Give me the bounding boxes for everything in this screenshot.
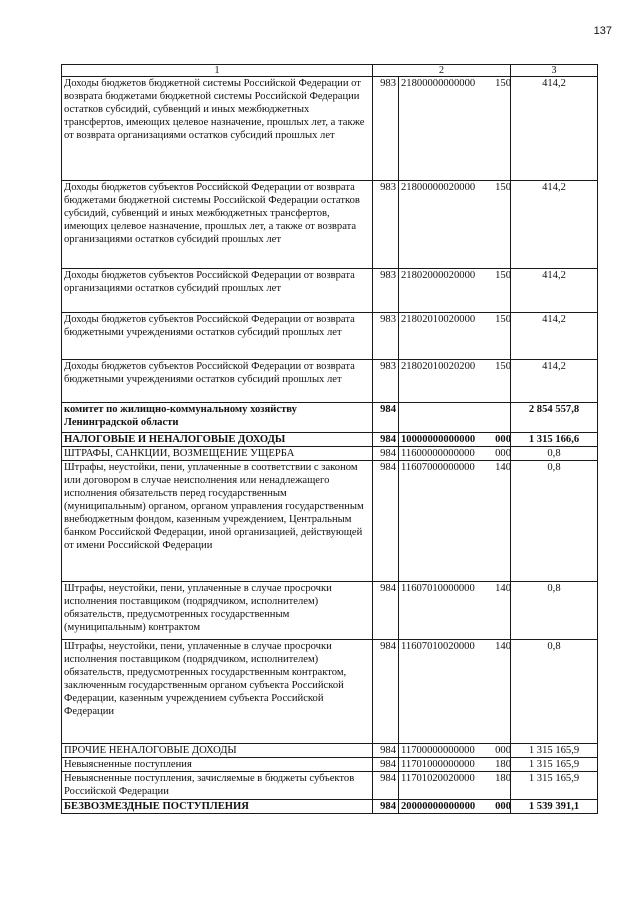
row-kbk-code: 11701020020000: [401, 773, 475, 784]
row-kbk-subcode: 180: [495, 773, 511, 784]
row-kbk-code: 11600000000000: [401, 448, 475, 459]
row-kbk-subcode: 000: [495, 434, 511, 445]
row-amount: 0,8: [511, 461, 598, 582]
row-kbk-code: 11700000000000: [401, 745, 475, 756]
row-amount: 1 315 165,9: [511, 758, 598, 772]
row-kbk: [399, 772, 511, 800]
row-kbk-code: 21800000000000: [401, 78, 476, 89]
table-row: [62, 744, 598, 758]
header-col-2: 2: [373, 65, 511, 77]
row-admin-code: 983: [373, 181, 399, 269]
row-admin-code: 983: [373, 313, 399, 360]
row-kbk: [399, 582, 511, 640]
row-admin-code: 984: [373, 800, 399, 814]
row-name: Штрафы, неустойки, пени, уплаченные в случае просрочки исполнения поставщиком (подрядчиком, исполнителем) обязательств, предусмотренных государственным (муниципальным) контрактом: [62, 582, 373, 640]
row-amount: 414,2: [511, 313, 598, 360]
row-amount: 1 315 165,9: [511, 772, 598, 800]
row-kbk: [399, 360, 511, 403]
row-kbk: [399, 313, 511, 360]
row-admin-code: 984: [373, 640, 399, 744]
row-kbk-code: 11607010020000: [401, 641, 475, 652]
table-row: [62, 800, 598, 814]
table-row: [62, 269, 598, 313]
table-row: [62, 313, 598, 360]
row-admin-code: 983: [373, 360, 399, 403]
budget-revenue-table: [61, 64, 598, 814]
row-name: Доходы бюджетов бюджетной системы Российской Федерации от возврата бюджетами бюджетной системы Российской Федерации остатков субсидий, субвенций и иных межбюджетных трансфертов, имеющих целевое назначение, прошлых лет, а также от возврата организациями остатков субсидий прошлых лет: [62, 77, 373, 181]
table-row: [62, 403, 598, 433]
row-amount: 0,8: [511, 582, 598, 640]
table-header-row: [62, 65, 598, 77]
row-kbk: [399, 744, 511, 758]
row-kbk-subcode: 140: [495, 583, 511, 594]
row-name: Доходы бюджетов субъектов Российской Федерации от возврата бюджетными учреждениями остатков субсидий прошлых лет: [62, 313, 373, 360]
row-kbk-code: 20000000000000: [401, 801, 476, 812]
row-kbk-code: 21802010020000: [401, 314, 476, 325]
table-row: [62, 758, 598, 772]
table-row: [62, 772, 598, 800]
row-name: ПРОЧИЕ НЕНАЛОГОВЫЕ ДОХОДЫ: [62, 744, 373, 758]
row-kbk-subcode: 150: [495, 361, 511, 372]
row-kbk-subcode: 140: [495, 641, 511, 652]
row-kbk: [399, 403, 511, 433]
header-col-3: 3: [511, 65, 598, 77]
row-kbk-subcode: 000: [495, 745, 511, 756]
row-kbk-code: 21802010020200: [401, 361, 476, 372]
row-kbk-code: 10000000000000: [401, 434, 476, 445]
row-kbk: [399, 758, 511, 772]
row-kbk: [399, 461, 511, 582]
row-kbk: [399, 447, 511, 461]
row-kbk-code: 21802000020000: [401, 270, 476, 281]
row-kbk-code: 11607000000000: [401, 462, 475, 473]
row-admin-code: 983: [373, 269, 399, 313]
row-name: Невыясненные поступления: [62, 758, 373, 772]
row-admin-code: 984: [373, 582, 399, 640]
table-row: [62, 640, 598, 744]
header-col-1: 1: [62, 65, 373, 77]
row-amount: 0,8: [511, 447, 598, 461]
row-admin-code: 984: [373, 461, 399, 582]
row-amount: 1 315 165,9: [511, 744, 598, 758]
row-name: Штрафы, неустойки, пени, уплаченные в соответствии с законом или договором в случае неисполнения или ненадлежащего исполнения обязательств перед государственным (муниципальным) органом, органом управления государственным внебюджетным фондом, казенным учреждением, Центральным банком Российской Федерации, иной организацией, действующей от имени Российской Федерации: [62, 461, 373, 582]
row-amount: 2 854 557,8: [511, 403, 598, 433]
row-amount: 0,8: [511, 640, 598, 744]
row-name: Доходы бюджетов субъектов Российской Федерации от возврата бюджетными учреждениями остатков субсидий прошлых лет: [62, 360, 373, 403]
row-name: ШТРАФЫ, САНКЦИИ, ВОЗМЕЩЕНИЕ УЩЕРБА: [62, 447, 373, 461]
row-name: НАЛОГОВЫЕ И НЕНАЛОГОВЫЕ ДОХОДЫ: [62, 433, 373, 447]
row-admin-code: 984: [373, 403, 399, 433]
row-amount: 414,2: [511, 77, 598, 181]
row-kbk-subcode: 000: [495, 448, 511, 459]
row-amount: 414,2: [511, 360, 598, 403]
row-kbk: [399, 269, 511, 313]
row-admin-code: 984: [373, 744, 399, 758]
table-row: [62, 447, 598, 461]
row-kbk-subcode: 150: [495, 182, 511, 193]
row-amount: 414,2: [511, 269, 598, 313]
row-kbk-subcode: 150: [495, 270, 511, 281]
row-admin-code: 983: [373, 77, 399, 181]
table-row: [62, 77, 598, 181]
row-admin-code: 984: [373, 758, 399, 772]
row-amount: 1 539 391,1: [511, 800, 598, 814]
row-name: комитет по жилищно-коммунальному хозяйству Ленинградской области: [62, 403, 373, 433]
row-name: Доходы бюджетов субъектов Российской Федерации от возврата организациями остатков субсидий прошлых лет: [62, 269, 373, 313]
row-kbk: [399, 181, 511, 269]
row-kbk-subcode: 140: [495, 462, 511, 473]
row-kbk-subcode: 180: [495, 759, 511, 770]
row-kbk: [399, 433, 511, 447]
row-name: Доходы бюджетов субъектов Российской Федерации от возврата бюджетами бюджетной системы Российской Федерации остатков субсидий, субвенций и иных межбюджетных трансфертов, имеющих целевое назначение, прошлых лет, а также от возврата организациями остатков субсидий прошлых лет: [62, 181, 373, 269]
table-row: [62, 181, 598, 269]
table-row: [62, 360, 598, 403]
row-kbk: [399, 800, 511, 814]
table-row: [62, 433, 598, 447]
row-name: Штрафы, неустойки, пени, уплаченные в случае просрочки исполнения поставщиком (подрядчиком, исполнителем) обязательств, предусмотренных государственным контрактом, заключенным государственным органом субъекта Российской Федерации, казенным учреждением субъекта Российской Федерации: [62, 640, 373, 744]
row-kbk-subcode: 000: [495, 801, 511, 812]
row-kbk-code: 11701000000000: [401, 759, 475, 770]
row-admin-code: 984: [373, 447, 399, 461]
row-kbk-subcode: 150: [495, 78, 511, 89]
row-admin-code: 984: [373, 433, 399, 447]
row-kbk-code: 21800000020000: [401, 182, 476, 193]
row-kbk-subcode: 150: [495, 314, 511, 325]
row-name: Невыясненные поступления, зачисляемые в бюджеты субъектов Российской Федерации: [62, 772, 373, 800]
row-admin-code: 984: [373, 772, 399, 800]
row-name: БЕЗВОЗМЕЗДНЫЕ ПОСТУПЛЕНИЯ: [62, 800, 373, 814]
table-row: [62, 582, 598, 640]
page-number: 137: [593, 25, 612, 37]
row-amount: 414,2: [511, 181, 598, 269]
row-kbk: [399, 640, 511, 744]
row-kbk-code: 11607010000000: [401, 583, 475, 594]
row-amount: 1 315 166,6: [511, 433, 598, 447]
table-row: [62, 461, 598, 582]
row-kbk: [399, 77, 511, 181]
